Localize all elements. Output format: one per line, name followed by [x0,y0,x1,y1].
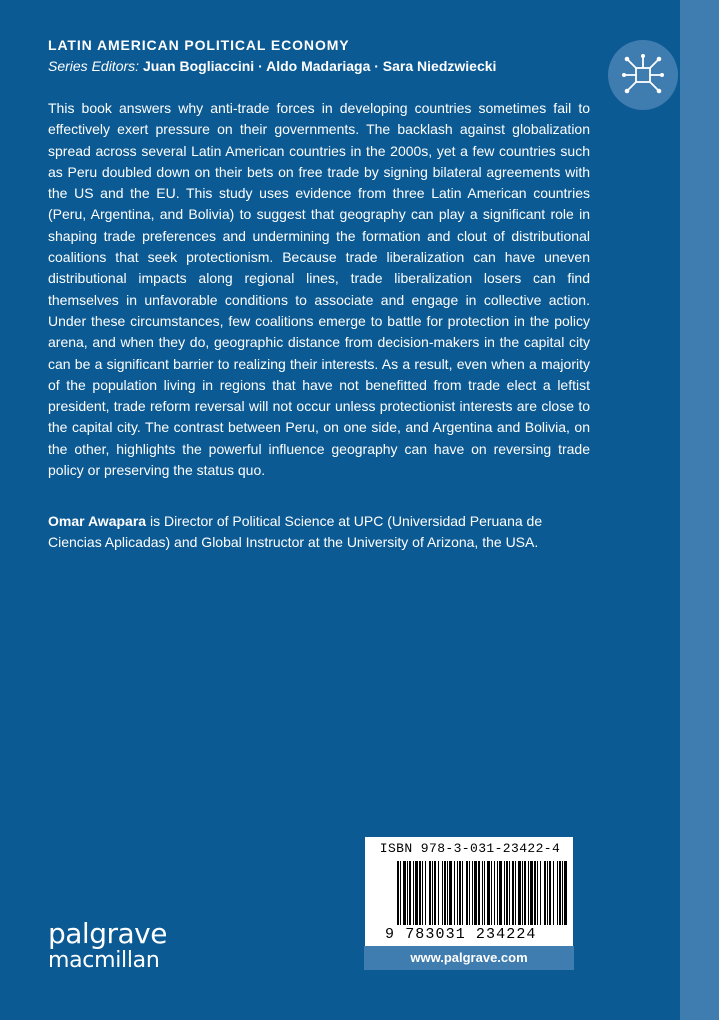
series-editors-label: Series Editors: [48,58,140,74]
publisher-logo-line1: palgrave [48,917,167,950]
author-bio [48,511,590,554]
series-editors [48,58,496,74]
publisher-url: www.palgrave.com [410,950,528,965]
publisher-url-bar [364,946,574,970]
book-blurb: This book answers why anti-trade forces in developing countries sometimes fail to effectively exert pressure on their governments. The backlash against globalization spread across several Latin American countries in the 2000s, yet a few countries such as Peru doubled down on their bets on free trade by signing bilateral agreements with the US and the EU. This study uses evidence from three Latin American countries (Peru, Argentina, and Bolivia) to suggest that geography can play a significant role in shaping trade preferences and undermining the formation and clout of distributional coalitions that seek protectionism. Because trade liberalization can have uneven distributional impacts along regional lines, trade liberalization losers can find themselves in unfavorable conditions to associate and engage in collective action. Under these circumstances, few coalitions emerge to battle for protection in the policy arena, and when they do, geographic distance from decision-makers in the capital city can be a significant barrier to realizing their interests. As a result, even when a majority of the population living in regions that have not benefitted from trade elect a leftist president, trade reform reversal will not occur unless protectionist interests are close to the capital city. The contrast between Peru, on one side, and Argentina and Bolivia, on the other, highlights the powerful influence geography can have on reversing trade policy or preserving the status quo. [48,100,590,479]
palgrave-emblem-icon [608,40,678,110]
series-title: LATIN AMERICAN POLITICAL ECONOMY [48,37,350,53]
isbn-barcode-box [364,836,574,949]
barcode-digits: 9 783031 234224 [385,926,537,943]
isbn-label: ISBN 978-3-031-23422-4 [379,841,561,856]
spine-strip [680,0,719,1020]
publisher-logo-line2: macmillan [48,948,160,973]
barcode-icon [397,861,571,929]
author-bio-text: is Director of Political Science at UPC (Universidad Peruana de Ciencias Aplicadas) and Global Instructor at the University of Arizona, the USA. [48,513,543,551]
publisher-logo [48,917,167,974]
series-editors-names: Juan Bogliaccini · Aldo Madariaga · Sara Niedzwiecki [142,58,497,74]
author-name: Omar Awapara [48,513,147,529]
